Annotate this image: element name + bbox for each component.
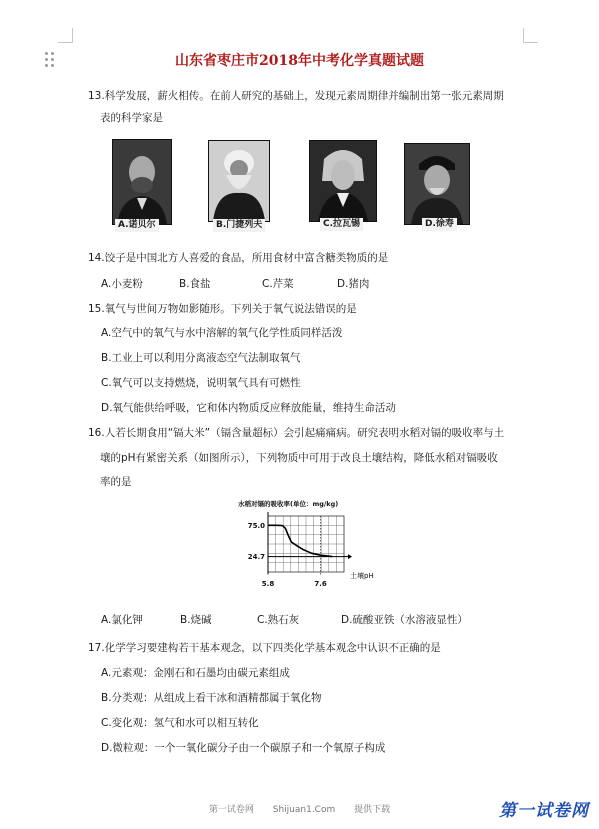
absorption-curve bbox=[268, 525, 332, 556]
q17-option-d: D.微粒观：一个一氧化碳分子由一个碳原子和一个氧原子构成 bbox=[101, 742, 386, 754]
x-axis-arrow bbox=[348, 554, 352, 559]
x-tick-label: 7.6 bbox=[314, 580, 327, 588]
question-13-line-1: 13.科学发展，薪火相传。在前人研究的基础上，发现元素周期律并编制出第一张元素周期 bbox=[88, 90, 504, 102]
portrait-lavoisier bbox=[309, 140, 377, 222]
q15-option-d: D.氧气能供给呼吸，它和体内物质反应释放能量，维持生命活动 bbox=[101, 402, 396, 414]
question-13-line-2: 表的科学家是 bbox=[100, 112, 163, 124]
q15-option-b: B.工业上可以利用分离液态空气法制取氧气 bbox=[101, 352, 301, 364]
q14-option-c: C.芹菜 bbox=[262, 278, 294, 290]
crop-mark-top-left bbox=[58, 28, 73, 43]
q17-option-a: A.元素观：金刚石和石墨均由碳元素组成 bbox=[101, 667, 290, 679]
question-15-stem: 15.氧气与世间万物如影随形。下列关于氧气说法错误的是 bbox=[88, 303, 357, 315]
crop-mark-top-right bbox=[523, 28, 538, 43]
q14-option-a: A.小麦粉 bbox=[101, 278, 143, 290]
question-16-line-2: 壤的pH有紧密关系（如图所示），下列物质中可用于改良土壤结构，降低水稻对镉吸收 bbox=[100, 452, 498, 464]
caption-option-a: A.诺贝尔 bbox=[115, 219, 159, 232]
chart-canvas bbox=[238, 496, 390, 602]
y-tick-label: 24.7 bbox=[247, 553, 265, 562]
chart-axes bbox=[268, 512, 352, 574]
q17-option-c: C.变化观：氢气和水可以相互转化 bbox=[101, 717, 259, 729]
footer-left: 第一试卷网 bbox=[208, 805, 254, 815]
x-tick-label: 5.8 bbox=[261, 580, 275, 588]
portrait-xu-shou bbox=[404, 143, 470, 225]
caption-option-b: B.门捷列夫 bbox=[213, 219, 265, 232]
portrait-mendeleev bbox=[208, 140, 270, 222]
caption-option-c: C.拉瓦锡 bbox=[320, 218, 363, 231]
y-tick-label: 75.0 bbox=[247, 521, 265, 530]
question-17-stem: 17.化学学习要建构若干基本观念，以下四类化学基本观念中认识不正确的是 bbox=[88, 642, 441, 654]
q17-option-b: B.分类观：从组成上看干冰和酒精都属于氧化物 bbox=[101, 692, 322, 704]
question-14-stem: 14.饺子是中国北方人喜爱的食品，所用食材中富含糖类物质的是 bbox=[88, 252, 389, 264]
portrait-nobel bbox=[112, 139, 172, 225]
document-title: 山东省枣庄市2018年中考化学真题试题 bbox=[175, 53, 424, 69]
q16-option-b: B.烧碱 bbox=[180, 614, 212, 626]
question-16-line-1: 16.人若长期食用“镉大米”（镉含量超标）会引起痛痛病。研究表明水稻对镉的吸收率与土 bbox=[88, 427, 505, 439]
question-16-line-3: 率的是 bbox=[100, 476, 132, 488]
footer-center-link[interactable]: Shijuan1.Com bbox=[272, 805, 336, 815]
chart-grid bbox=[268, 516, 344, 572]
footer-right: 提供下载 bbox=[354, 805, 391, 815]
caption-option-d: D.徐寿 bbox=[422, 218, 457, 231]
q15-option-c: C.氧气可以支持燃烧，说明氧气具有可燃性 bbox=[101, 377, 301, 389]
chart-series bbox=[268, 525, 332, 556]
watermark-logo: 第一试卷网 bbox=[499, 801, 589, 821]
chart-title: 水稻对镉的吸收率(单位：mg/kg) bbox=[238, 500, 339, 508]
q16-option-a: A.氯化钾 bbox=[101, 614, 143, 626]
q16-option-c: C.熟石灰 bbox=[257, 614, 300, 626]
q14-option-d: D.猪肉 bbox=[337, 278, 370, 290]
chart-ticks bbox=[248, 516, 333, 588]
chart-x-axis-label: 土壤pH bbox=[350, 572, 374, 580]
q15-option-a: A.空气中的氧气与水中溶解的氧气化学性质同样活泼 bbox=[101, 327, 343, 339]
q14-option-b: B.食盐 bbox=[179, 278, 211, 290]
cadmium-absorption-chart bbox=[238, 496, 390, 602]
q16-option-d: D.硫酸亚铁（水溶液显性） bbox=[341, 614, 468, 626]
